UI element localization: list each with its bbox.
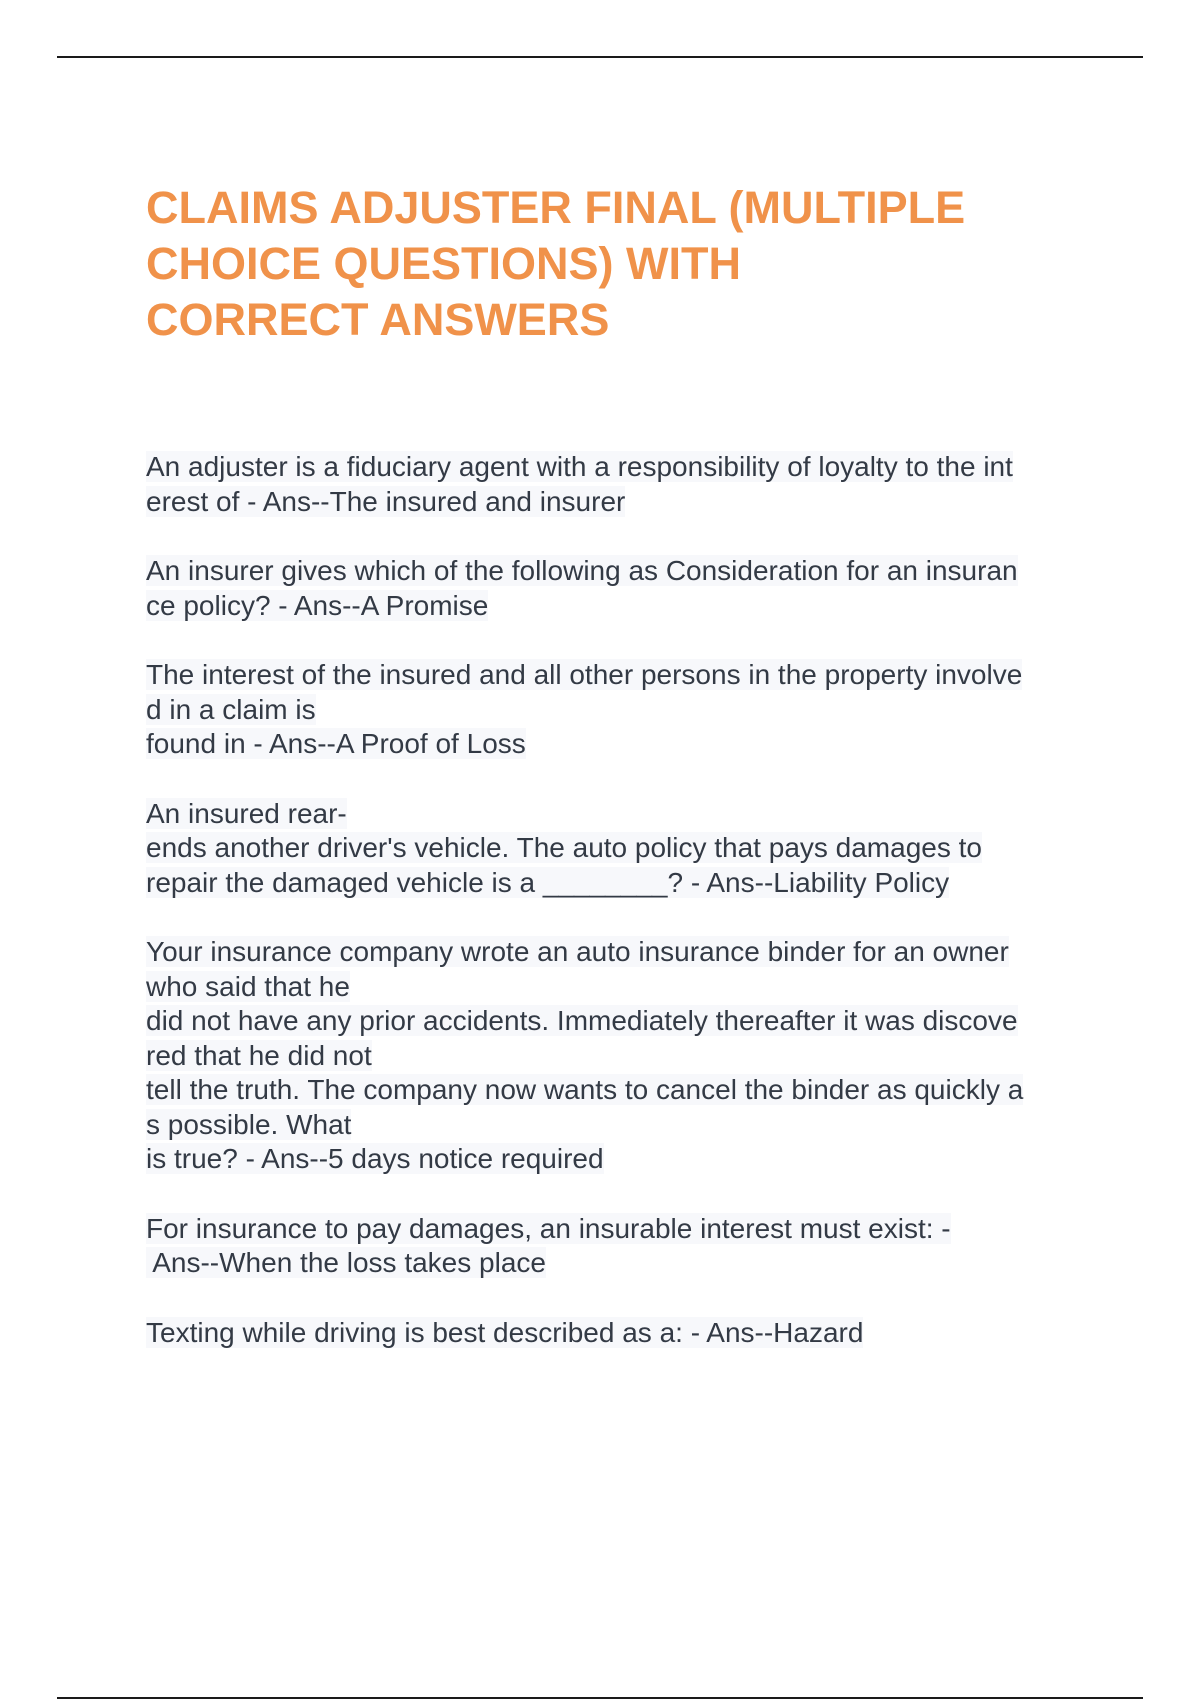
question-item [146,935,1096,1177]
question-line: Texting while driving is best described as a: - Ans--Hazard [146,1316,864,1348]
question-item [146,1316,1096,1351]
question-line: ends another driver's vehicle. The auto policy that pays damages to [146,832,982,863]
question-line: found in - Ans--A Proof of Loss [146,728,526,759]
question-list [146,450,1096,1385]
question-line: An insurer gives which of the following as Consideration for an insuran [146,555,1018,586]
question-line: is true? - Ans--5 days notice required [146,1143,604,1174]
question-line: An adjuster is a fiduciary agent with a responsibility of loyalty to the int [146,451,1013,482]
question-line: s possible. What [146,1108,352,1140]
bottom-rule [57,1697,1143,1699]
question-item [146,658,1096,762]
question-line: Your insurance company wrote an auto insurance binder for an owner [146,936,1009,967]
title-line: CHOICE QUESTIONS) WITH [146,238,741,289]
top-rule [57,56,1143,58]
question-item [146,1212,1096,1281]
question-line: red that he did not [146,1039,372,1071]
question-line: The interest of the insured and all other persons in the property involve [146,659,1023,690]
question-line: d in a claim is [146,693,316,725]
question-line: erest of - Ans--The insured and insurer [146,485,626,517]
question-line: ce policy? - Ans--A Promise [146,589,489,621]
question-item [146,554,1096,623]
question-line: who said that he [146,970,350,1002]
question-line: repair the damaged vehicle is a ________? - Ans--Liability Policy [146,866,950,898]
question-line: did not have any prior accidents. Immediately thereafter it was discove [146,1005,1018,1036]
question-line: An insured rear- [146,797,347,829]
question-item [146,797,1096,901]
title-line: CLAIMS ADJUSTER FINAL (MULTIPLE [146,182,966,233]
title-line: CORRECT ANSWERS [146,294,610,345]
document-title [146,180,1086,348]
question-line: For insurance to pay damages, an insurable interest must exist: - [146,1212,951,1244]
question-line: Ans--When the loss takes place [146,1247,546,1278]
question-line: tell the truth. The company now wants to cancel the binder as quickly a [146,1074,1024,1105]
question-item [146,450,1096,519]
